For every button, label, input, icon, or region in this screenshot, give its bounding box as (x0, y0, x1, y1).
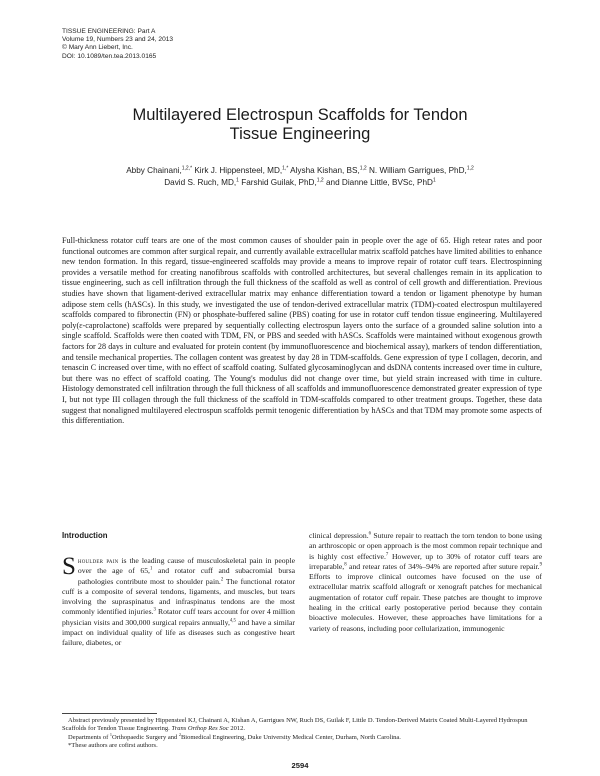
footnote-text: Departments of (68, 733, 110, 741)
affiliation-marker: 1 (109, 731, 112, 737)
author-name: N. William Garrigues, PhD, (368, 166, 467, 175)
journal-doi[interactable]: DOI: 10.1089/ten.tea.2013.0165 (62, 52, 157, 60)
intro-text: Rotator cuff tears account for over 4 million physician visits and 300,000 surgical repairs annually, (62, 607, 295, 627)
author-name: and Dianne Little, BVSc, PhD (325, 178, 433, 187)
author-name: Alysha Kishan, BS, (290, 166, 360, 175)
affiliation-marker: 2 (178, 731, 181, 737)
author-affiliation: 1,2 (466, 165, 474, 172)
citation-ref[interactable]: 2 (220, 577, 224, 583)
footnote-divider (62, 713, 157, 714)
author-line-1 (60, 165, 540, 177)
author-affiliation: 1,2 (359, 165, 367, 172)
author-affiliation: 1 (236, 177, 239, 184)
intro-text: However, up to 30% of rotator cuff tears are irreparable, (309, 551, 542, 571)
page-number: 2594 (291, 761, 309, 770)
drop-cap: S (62, 553, 76, 580)
author-list (60, 165, 540, 189)
footnote-text: Biomedical Engineering, Duke University Medical Center, Durham, North Carolina. (180, 733, 401, 741)
footnote-cofirst: *These authors are cofirst authors. (68, 741, 158, 749)
author-name: Farshid Guilak, PhD, (241, 178, 317, 187)
footnotes (62, 717, 542, 750)
intro-column-right (309, 531, 542, 634)
intro-text: and retear rates of 34%–94% are reported after suture repair. (346, 561, 540, 571)
author-affiliation: 1,* (282, 165, 289, 172)
footnote-text: 2012. (228, 725, 245, 733)
author-affiliation: 1,2 (316, 177, 324, 184)
journal-name: TISSUE ENGINEERING: Part A (62, 28, 156, 35)
intro-text: and rotator cuff and subacromial bursa pathologies contribute most to shoulder pain. (77, 566, 296, 586)
intro-smallcaps: houlder pain (77, 556, 119, 565)
journal-header (62, 28, 173, 61)
intro-text: Suture repair to reattach the torn tendon to bone using an arthroscopic or open approach is the most common repair technique and is highly cost effective. (309, 531, 542, 561)
citation-ref[interactable]: 3 (153, 607, 156, 613)
intro-text: The functional rotator cuff is a composite of several tendons, ligaments, and muscles, but tears involving the supraspinatus and infraspinatus tendons are the most commonly identified injuries. (62, 576, 295, 617)
intro-text: clinical depression. (309, 531, 369, 540)
abstract-paragraph: Full-thickness rotator cuff tears are one of the most common causes of shoulder pain in people over the age of 65. High retear rates and poor functional outcomes are common after surgical repair, and currently available extracellular matrix scaffold patches have limited abilities to enhance new tendon formation. In this regard, tissue-engineered scaffolds may provide a means to improve repair of rotator cuff tears. Electrospinning provides a versatile method for creating nanofibrous scaffolds with controlled architectures, but several challenges remain in its application to tissue engineering, such as cell infiltration through the full thickness of the scaffold as well as control of cell growth and differentiation. Previous studies have shown that ligament-derived extracellular matrix may enhance differentiation toward a tendon or ligament phenotype by human adipose stem cells (hASCs). In this study, we investigated the use of tendon-derived extracellular matrix (TDM)-coated electrospun multilayered scaffolds compared to fibronectin (FN) or phosphate-buffered saline (PBS) coating for use in rotator cuff tendon tissue engineering. Multilayered poly(ε-caprolactone) scaffolds were prepared by sequentially collecting electrospun layers onto the surface of a grounded saline solution into a single scaffold. Scaffolds were then coated with TDM, FN, or PBS and seeded with hASCs. Scaffolds were maintained without exogenous growth factors for 28 days in culture and evaluated for protein content (by immunofluorescence and biochemical assay), markers of tendon differentiation, and tensile mechanical properties. The collagen content was greatest by day 28 in TDM-scaffolds. Gene expression of type I collagen, decorin, and tenascin C increased over time, with no effect of scaffold coating. Sulfated glycosaminoglycan and dsDNA contents increased over time in culture, but there was no effect of scaffold coating. The Young's modulus did not change over time, but yield strain increased with time in culture. Histology demonstrated cell infiltration through the full thickness of all scaffolds and immunofluorescence demonstrated greater expression of type I, but not type III collagen through the full thickness of the scaffold in TDM-scaffolds compared to other treatment groups. Together, these data suggest that nonaligned multilayered electrospun scaffolds permit tenogenic differentiation by hASCs and that TDM may promote some aspects of this differentiation. (62, 236, 542, 426)
author-name: Abby Chainani, (126, 166, 182, 175)
author-name: Kirk J. Hippensteel, MD, (194, 166, 283, 175)
title-line-2: Tissue Engineering (229, 125, 371, 143)
author-line-2 (60, 177, 540, 189)
citation-ref[interactable]: 7 (385, 552, 389, 558)
author-name: David S. Ruch, MD, (164, 178, 237, 187)
intro-text: and have a similar impact on individual quality of life as diseases such as congestive heart failure, diabetes, or (62, 617, 295, 648)
footnote-text: Abstract previously presented by Hippensteel KJ, Chainani A, Kishan A, Garrigues NW, Ruch DS, Guilak F, Little D. Tendon-Derived Matrix Coated Multi-Layered Hydrospun Scaffolds for Tendon Tissue Engineering. (62, 717, 528, 733)
intro-column-left (62, 553, 296, 649)
citation-ref[interactable]: 6 (368, 531, 372, 537)
footnote-text: Orthopaedic Surgery and (111, 733, 179, 741)
footnote-journal: Trans Orthop Res Soc (171, 725, 229, 733)
footnote-departments (62, 731, 542, 742)
author-affiliation: 1 (432, 177, 436, 184)
citation-ref[interactable]: 9 (539, 562, 542, 568)
introduction-heading: Introduction (62, 531, 108, 540)
author-affiliation: 1,2,* (181, 165, 193, 172)
citation-ref[interactable]: 8 (344, 562, 347, 568)
intro-text: is the leading cause of musculoskeletal pain in people over the age of 65, (77, 556, 295, 576)
title-line-1: Multilayered Electrospun Scaffolds for Tendon (132, 106, 468, 124)
intro-text: Efforts to improve clinical outcomes have focused on the use of extracellular matrix scaffold allograft or xenograft patches for mechanical augmentation of rotator cuff repair. These patches are thought to improve healing in the critical early postoperative period because they contain bioactive molecules. However, these approaches have limitations for a variety of reasons, including poor cellularization, immunogenic (309, 572, 542, 633)
citation-ref[interactable]: 4,5 (229, 618, 236, 624)
journal-copyright: © Mary Ann Liebert, Inc. (62, 44, 133, 52)
journal-volume: Volume 19, Numbers 23 and 24, 2013 (62, 36, 174, 44)
citation-ref[interactable]: 1 (149, 566, 153, 572)
article-title (60, 106, 540, 144)
